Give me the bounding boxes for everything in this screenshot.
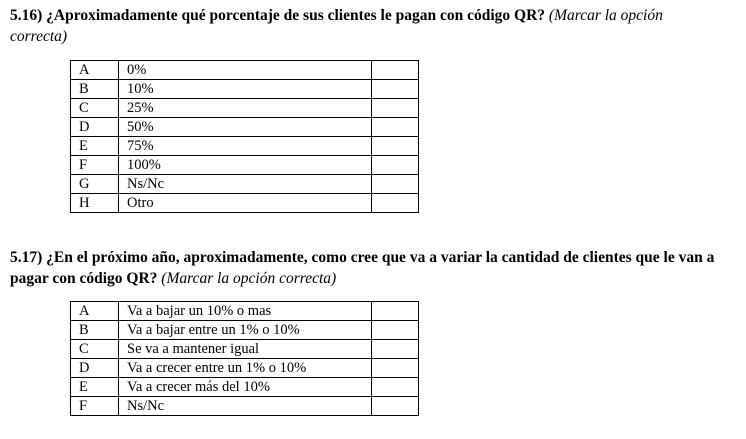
question-hint: (Marcar la opción correcta)	[161, 270, 337, 287]
option-row	[71, 80, 419, 99]
option-checkbox[interactable]	[372, 321, 419, 340]
option-text: Ns/Nc	[119, 175, 372, 194]
option-letter: B	[71, 321, 119, 340]
option-checkbox[interactable]	[372, 340, 419, 359]
option-checkbox[interactable]	[372, 302, 419, 321]
option-text: Va a crecer más del 10%	[119, 378, 372, 397]
option-text: Se va a mantener igual	[119, 340, 372, 359]
option-checkbox[interactable]	[372, 378, 419, 397]
option-row	[71, 302, 419, 321]
option-checkbox[interactable]	[372, 156, 419, 175]
option-text: 0%	[119, 61, 372, 80]
option-letter: G	[71, 175, 119, 194]
option-letter: D	[71, 118, 119, 137]
question-5-16	[10, 5, 722, 47]
option-row	[71, 175, 419, 194]
option-checkbox[interactable]	[372, 80, 419, 99]
option-text: Ns/Nc	[119, 397, 372, 416]
option-letter: A	[71, 61, 119, 80]
option-letter: C	[71, 99, 119, 118]
options-table-5-16	[70, 60, 419, 213]
option-text: Va a bajar entre un 1% o 10%	[119, 321, 372, 340]
option-row	[71, 397, 419, 416]
option-letter: F	[71, 397, 119, 416]
option-checkbox[interactable]	[372, 397, 419, 416]
option-checkbox[interactable]	[372, 175, 419, 194]
option-row	[71, 61, 419, 80]
question-5-17	[10, 247, 722, 289]
option-row	[71, 156, 419, 175]
option-letter: B	[71, 80, 119, 99]
option-text: 75%	[119, 137, 372, 156]
option-checkbox[interactable]	[372, 99, 419, 118]
option-checkbox[interactable]	[372, 118, 419, 137]
question-text: ¿Aproximadamente qué porcentaje de sus clientes le pagan con código QR?	[46, 7, 546, 24]
option-letter: C	[71, 340, 119, 359]
option-letter: E	[71, 378, 119, 397]
question-hint: (Marcar la opción correcta)	[10, 7, 663, 45]
options-table-5-17	[70, 301, 419, 416]
option-text: Otro	[119, 194, 372, 213]
option-row	[71, 194, 419, 213]
option-row	[71, 359, 419, 378]
option-row	[71, 321, 419, 340]
option-letter: F	[71, 156, 119, 175]
option-checkbox[interactable]	[372, 359, 419, 378]
option-checkbox[interactable]	[372, 194, 419, 213]
option-row	[71, 340, 419, 359]
option-text: 50%	[119, 118, 372, 137]
option-text: Va a bajar un 10% o mas	[119, 302, 372, 321]
option-text: 10%	[119, 80, 372, 99]
question-text: ¿En el próximo año, aproximadamente, como cree que va a variar la cantidad de clientes que le van a pagar con código QR?	[10, 249, 715, 287]
option-letter: E	[71, 137, 119, 156]
question-number: 5.17)	[10, 249, 43, 266]
option-row	[71, 137, 419, 156]
option-text: 25%	[119, 99, 372, 118]
option-row	[71, 118, 419, 137]
option-text: 100%	[119, 156, 372, 175]
option-letter: D	[71, 359, 119, 378]
question-number: 5.16)	[10, 7, 43, 24]
option-letter: A	[71, 302, 119, 321]
option-checkbox[interactable]	[372, 137, 419, 156]
option-text: Va a crecer entre un 1% o 10%	[119, 359, 372, 378]
option-letter: H	[71, 194, 119, 213]
option-checkbox[interactable]	[372, 61, 419, 80]
option-row	[71, 99, 419, 118]
option-row	[71, 378, 419, 397]
